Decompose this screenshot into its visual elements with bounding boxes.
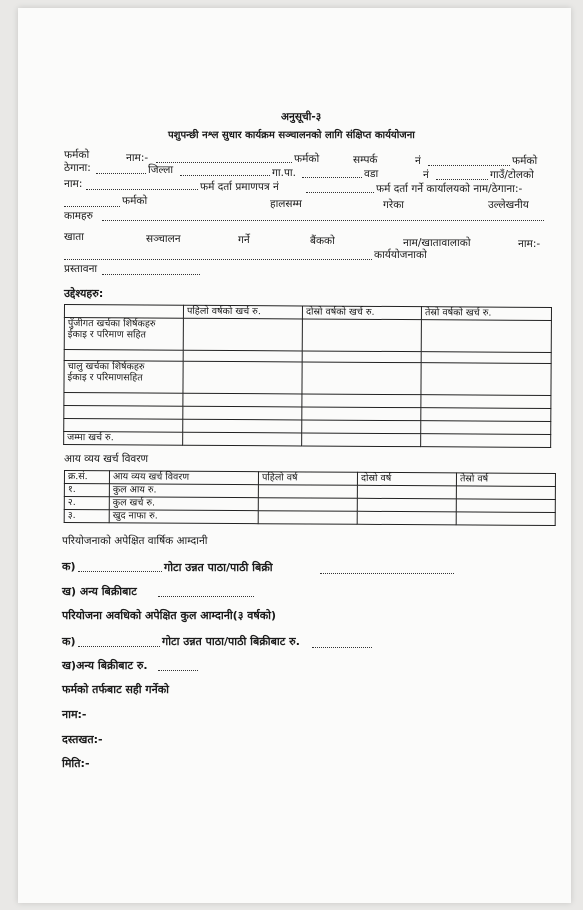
annual-income-title: परियोजनाको अपेक्षित वार्षिक आम्दानी	[62, 535, 208, 547]
blank-cell[interactable]	[302, 394, 421, 408]
blank-cell[interactable]	[421, 395, 551, 409]
capital-expense-cell	[64, 318, 183, 351]
income-cell[interactable]	[357, 511, 456, 525]
income-table-title: आय व्यय खर्च विवरण	[64, 453, 149, 465]
label-name: नाम:-	[126, 152, 149, 164]
label-works: कामहरु	[64, 210, 93, 222]
label-address: ठेगाना:	[64, 162, 91, 174]
capital-expense-title: पुँजीगत खर्चका शिर्षकहरु	[67, 318, 156, 330]
blank-cell[interactable]	[421, 421, 551, 435]
label-workplan: कार्ययोजनाको	[374, 249, 427, 261]
label-firm: फर्मको	[64, 149, 90, 161]
income-header-desc: आय व्यय खर्च विवरण	[109, 471, 258, 485]
label-preamble: प्रस्तावना	[64, 263, 98, 275]
current-year2-cell[interactable]	[302, 362, 421, 395]
blank-cell[interactable]	[183, 350, 302, 362]
annual-income-a-prefix: क)	[62, 560, 76, 573]
objectives-label: उद्देश्यहरु:	[64, 287, 104, 300]
income-header-year2: दोस्रो वर्ष	[357, 472, 456, 486]
blank-cell[interactable]	[421, 352, 551, 364]
capital-year1-cell[interactable]	[183, 318, 302, 351]
address-line[interactable]	[96, 173, 146, 174]
expense-header-year1: पहिलो वर्षको खर्च रु.	[183, 305, 302, 319]
income-cell[interactable]	[357, 498, 456, 512]
current-year3-cell[interactable]	[421, 363, 551, 396]
capital-expense-sub: ईकाइ र परिमाण सहित	[67, 329, 146, 341]
current-expense-cell	[64, 361, 183, 394]
income-row-sn: १.	[64, 484, 109, 497]
income-row-sn: ३.	[64, 510, 109, 523]
expense-header-year2: दोस्रो वर्षको खर्च रु.	[302, 306, 421, 320]
total-income-b-text: ख)अन्य बिक्रीबाट रु.	[62, 659, 148, 672]
income-header-sn: क्र.सं.	[64, 471, 109, 484]
preamble-line[interactable]	[102, 274, 200, 275]
income-cell[interactable]	[357, 485, 456, 499]
label-ward: वडा	[364, 168, 379, 180]
blank-cell[interactable]	[302, 420, 421, 434]
label-district: जिल्ला	[148, 164, 174, 176]
annual-goat-count-line[interactable]	[78, 571, 162, 572]
label-firm-4: फर्मको	[122, 195, 148, 207]
income-cell[interactable]	[456, 486, 555, 500]
expense-table	[63, 304, 552, 448]
total-year3-cell[interactable]	[421, 434, 551, 448]
label-till-now: हालसम्म	[270, 198, 302, 210]
income-row-desc: खुद नाफा रु.	[109, 510, 258, 524]
blank-cell[interactable]	[302, 351, 421, 363]
income-cell[interactable]	[258, 498, 357, 512]
firm-name-line[interactable]	[156, 162, 292, 163]
label-reg-cert: फर्म दर्ता प्रमाणपत्र नं	[200, 181, 279, 193]
label-account-holder: नाम/खातावालाको	[403, 237, 471, 249]
total-income-title: परियोजना अवधिको अपेक्षित कुल आम्दानी(३ वर्षको)	[62, 609, 277, 622]
income-header-year1: पहिलो वर्ष	[258, 472, 357, 486]
blank-cell[interactable]	[64, 350, 183, 362]
label-no: नं	[415, 155, 421, 167]
reg-cert-line[interactable]	[306, 192, 374, 193]
label-operate: सञ्चालन	[146, 233, 181, 245]
blank-cell[interactable]	[64, 406, 183, 420]
village-name-line[interactable]	[86, 189, 198, 190]
total-income-a-prefix: क)	[62, 635, 76, 648]
label-bank: बैंकको	[310, 235, 335, 247]
label-done: गरेका	[383, 199, 404, 211]
total-income-a-text: गोटा उन्नत पाठा/पाठी बिक्रीबाट रु.	[162, 635, 300, 648]
label-firm-2: फर्मको	[294, 153, 320, 165]
annual-other-sale-line[interactable]	[158, 596, 254, 597]
capital-year2-cell[interactable]	[302, 319, 421, 352]
current-year1-cell[interactable]	[183, 361, 302, 394]
blank-cell[interactable]	[183, 393, 302, 407]
gapa-line[interactable]	[302, 177, 362, 178]
blank-cell[interactable]	[421, 408, 551, 422]
signature-name-label: नाम:-	[62, 708, 87, 721]
expense-header-blank	[64, 305, 183, 319]
blank-cell[interactable]	[183, 419, 302, 433]
blank-cell[interactable]	[64, 393, 183, 407]
label-account: खाता	[64, 231, 85, 243]
signature-title: फर्मको तर्फबाट सही गर्नेको	[62, 683, 169, 696]
total-goat-sale-line[interactable]	[312, 647, 372, 648]
table-row	[64, 510, 555, 526]
signature-date-label: मिति:-	[62, 757, 90, 770]
annual-income-b-text: ख) अन्य बिक्रीबाट	[62, 585, 137, 598]
total-year1-cell[interactable]	[183, 432, 302, 446]
label-name-2: नाम:	[64, 178, 83, 190]
form-page	[18, 8, 571, 903]
capital-year3-cell[interactable]	[421, 320, 551, 353]
contact-no-line[interactable]	[428, 165, 510, 166]
blank-cell[interactable]	[183, 406, 302, 420]
label-village: गाउँ/टोलको	[490, 169, 534, 181]
income-row-sn: २.	[64, 497, 109, 510]
annual-goat-sale-line[interactable]	[320, 573, 454, 574]
expense-header-year3: तेस्रो वर्षको खर्च रु.	[421, 307, 551, 321]
form-title: पशुपन्छी नश्ल सुधार कार्यक्रम सञ्चालनको लागि संक्षिप्त कार्ययोजना	[168, 130, 415, 141]
total-expense-label: जम्मा खर्च रु.	[64, 432, 183, 446]
income-cell[interactable]	[456, 512, 555, 526]
current-expense-title: चालु खर्चका शिर्षकहरु	[67, 361, 145, 373]
annex-label: अनुसूची-३	[281, 111, 322, 123]
annual-income-a-text: गोटा उन्नत पाठा/पाठी बिक्री	[164, 561, 273, 574]
total-year2-cell[interactable]	[302, 433, 421, 447]
signature-sign-label: दस्तखत:-	[62, 733, 103, 746]
blank-cell[interactable]	[302, 407, 421, 421]
income-cell[interactable]	[456, 499, 555, 513]
income-cell[interactable]	[258, 485, 357, 499]
income-row-desc: कुल खर्च रु.	[109, 497, 258, 511]
label-gapa: गा.पा.	[272, 167, 296, 179]
label-do: गर्ने	[238, 234, 250, 246]
income-table	[64, 470, 556, 526]
bank-name-line[interactable]	[64, 259, 372, 260]
works-line[interactable]	[102, 220, 544, 221]
income-row-desc: कुल आय रु.	[109, 484, 258, 498]
income-cell[interactable]	[258, 511, 357, 525]
current-expense-sub: ईकाइ र परिमाणसहित	[67, 372, 143, 384]
total-goat-count-line[interactable]	[78, 646, 160, 647]
label-reg-office: फर्म दर्ता गर्ने कार्यालयको नाम/ठेगाना:-	[376, 183, 523, 195]
income-header-year3: तेस्रो वर्ष	[456, 473, 555, 487]
label-notable: उल्लेखनीय	[488, 199, 529, 211]
total-other-sale-line[interactable]	[158, 670, 198, 671]
ward-no-line[interactable]	[436, 179, 488, 180]
reg-office-line[interactable]	[64, 206, 120, 207]
label-firm-3: फर्मको	[512, 155, 538, 167]
label-name-3: नाम:-	[518, 238, 541, 250]
label-ward-no: नं	[423, 169, 429, 181]
blank-cell[interactable]	[64, 419, 183, 433]
label-contact: सम्पर्क	[353, 154, 378, 166]
district-line[interactable]	[180, 175, 270, 176]
